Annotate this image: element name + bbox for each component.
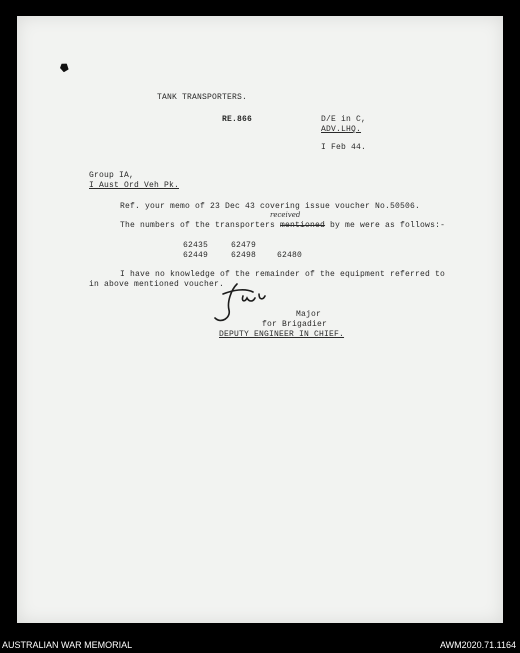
handwritten-signature xyxy=(213,280,269,330)
handwritten-insert: received xyxy=(270,211,301,219)
paragraph-2-text-b: by me were as follows:- xyxy=(325,221,446,230)
document-title: TANK TRANSPORTERS. xyxy=(157,93,248,102)
from-line-2: ADV.LHQ. xyxy=(321,125,362,134)
paragraph-3-line-2: in above mentioned voucher. xyxy=(89,280,225,289)
paragraph-1: Ref. your memo of 23 Dec 43 covering issue voucher No.50506. xyxy=(120,202,421,211)
to-line-2: I Aust Ord Veh Pk. xyxy=(89,181,180,190)
paragraph-2 xyxy=(120,221,445,230)
signatory-for: for Brigadier xyxy=(262,320,328,329)
number-5: 62480 xyxy=(277,251,303,260)
footer-accession-number: AWM2020.71.1164 xyxy=(439,640,516,650)
reference-number: RE.866 xyxy=(222,115,253,124)
signatory-rank: Major xyxy=(296,310,322,319)
from-line-1: D/E in C, xyxy=(321,115,367,124)
to-line-1: Group IA, xyxy=(89,171,135,180)
struck-word: mentioned xyxy=(280,221,326,230)
footer-collection: AUSTRALIAN WAR MEMORIAL xyxy=(2,640,133,650)
signatory-title: DEPUTY ENGINEER IN CHIEF. xyxy=(219,330,345,339)
paragraph-3-line-1: I have no knowledge of the remainder of the equipment referred to xyxy=(120,270,446,279)
document-date: I Feb 44. xyxy=(321,143,367,152)
number-4: 62498 xyxy=(231,251,257,260)
number-3: 62449 xyxy=(183,251,209,260)
number-2: 62479 xyxy=(231,241,257,250)
paragraph-2-text-a: The numbers of the transporters xyxy=(120,221,281,230)
number-1: 62435 xyxy=(183,241,209,250)
